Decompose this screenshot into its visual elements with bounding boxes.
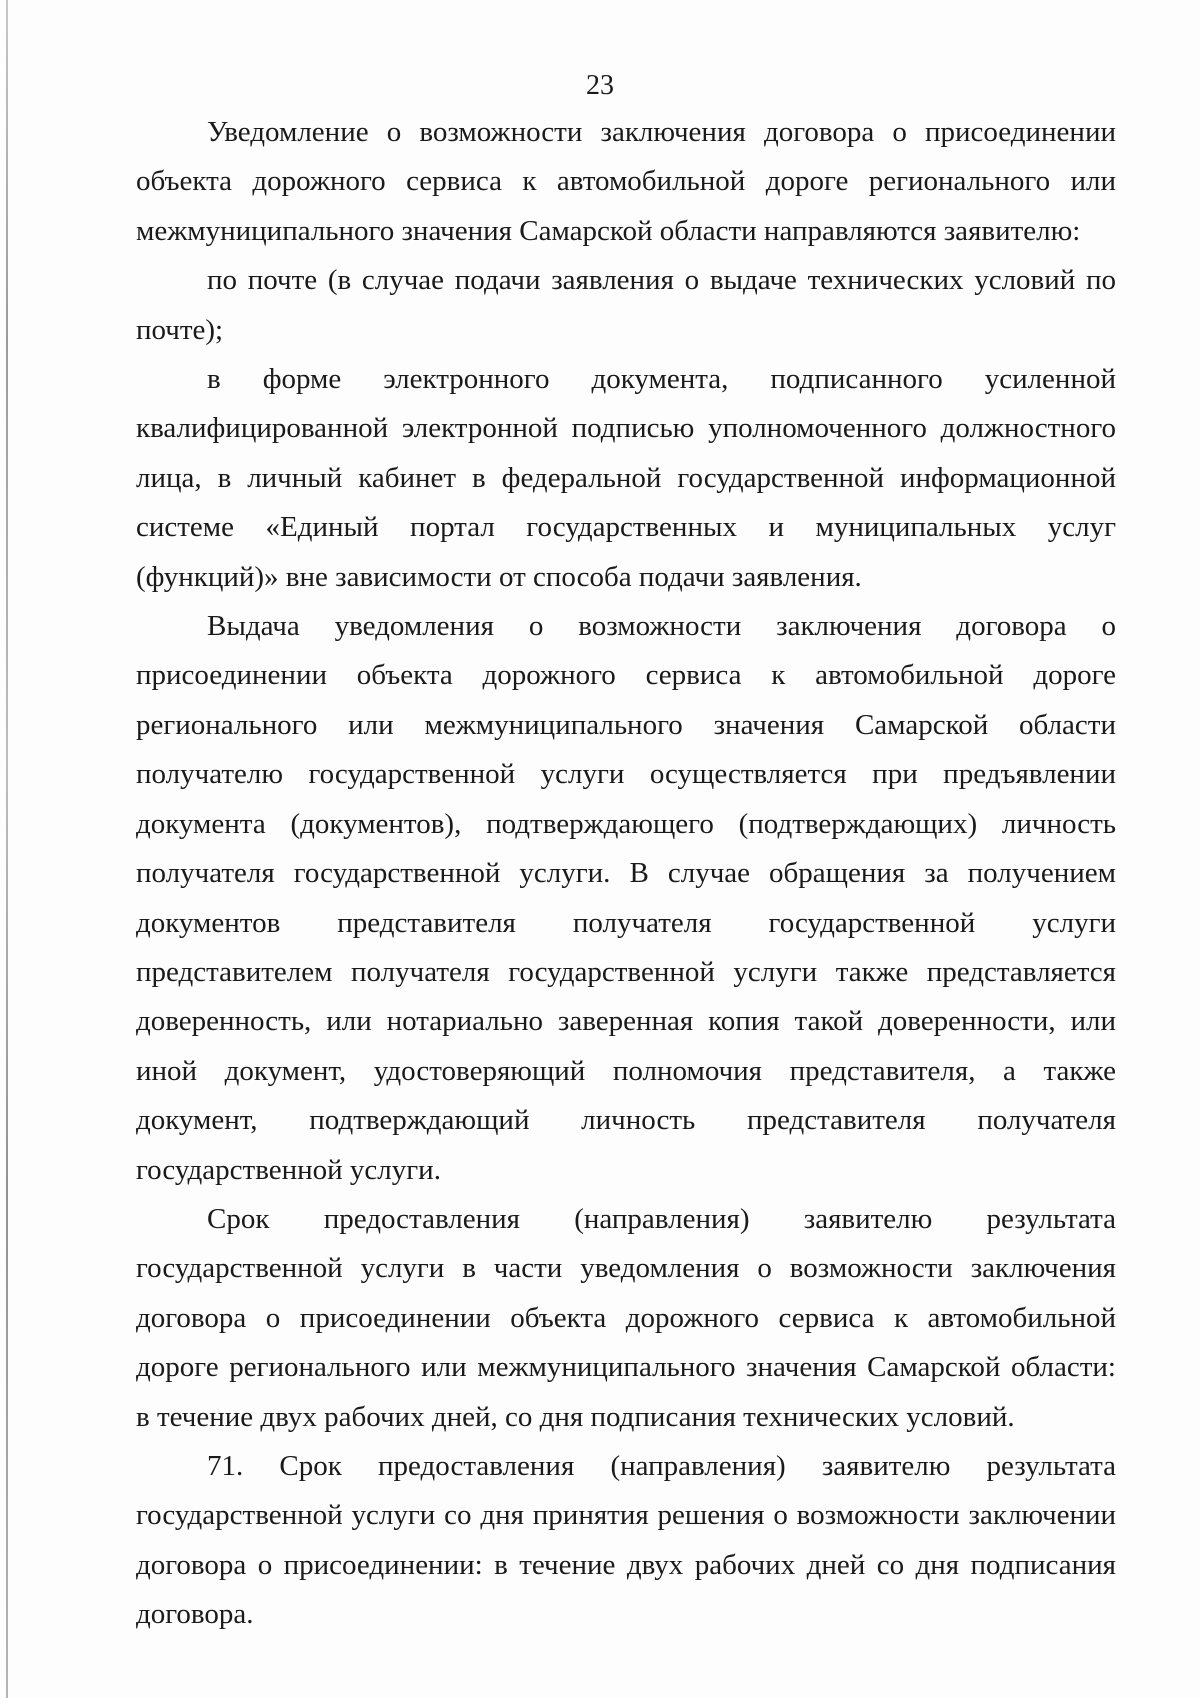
page-number: 23 bbox=[586, 70, 614, 101]
paragraph-electronic-form: в форме электронного документа, подписанного усиленной квалифицированной электронной подписью уполномоченного должностного лица, в личный кабинет в федеральной государственной информационной системе «Единый портал государственных и муниципальных услуг (функций)» вне зависимости от способа подачи заявления. bbox=[136, 363, 1116, 593]
document-body bbox=[136, 108, 1116, 1640]
paragraph-notification-delivery: Уведомление о возможности заключения договора о присоединении объекта дорожного сервиса к автомобильной дороге регионального или межмуниципального значения Самарской области направляются заявителю: bbox=[136, 116, 1116, 247]
paragraph-issuance: Выдача уведомления о возможности заключения договора о присоединении объекта дорожного сервиса к автомобильной дороге регионального или межмуниципального значения Самарской области получателю государственной услуги осуществляется при предъявлении документа (документов), подтверждающего (подтверждающих) личность получателя государственной услуги. В случае обращения за получением документов представителя получателя государственной услуги представителем получателя государственной услуги также представляется доверенность, или нотариально заверенная копия такой доверенности, или иной документ, удостоверяющий полномочия представителя, а также документ, подтверждающий личность представителя получателя государственной услуги. bbox=[136, 610, 1116, 1186]
paragraph-item-71: 71. Срок предоставления (направления) заявителю результата государственной услуги со дня принятия решения о возможности заключении договора о присоединении: в течение двух рабочих дней со дня подписания договора. bbox=[136, 1449, 1116, 1631]
scan-edge-shadow bbox=[6, 0, 8, 1698]
paragraph-term-notification: Срок предоставления (направления) заявителю результата государственной услуги в части уведомления о возможности заключения договора о присоединении объекта дорожного сервиса к автомобильной дороге регионального или межмуниципального значения Самарской области: в течение двух рабочих дней, со дня подписания технических условий. bbox=[136, 1202, 1116, 1433]
paragraph-by-mail: по почте (в случае подачи заявления о выдаче технических условий по почте); bbox=[136, 264, 1116, 346]
